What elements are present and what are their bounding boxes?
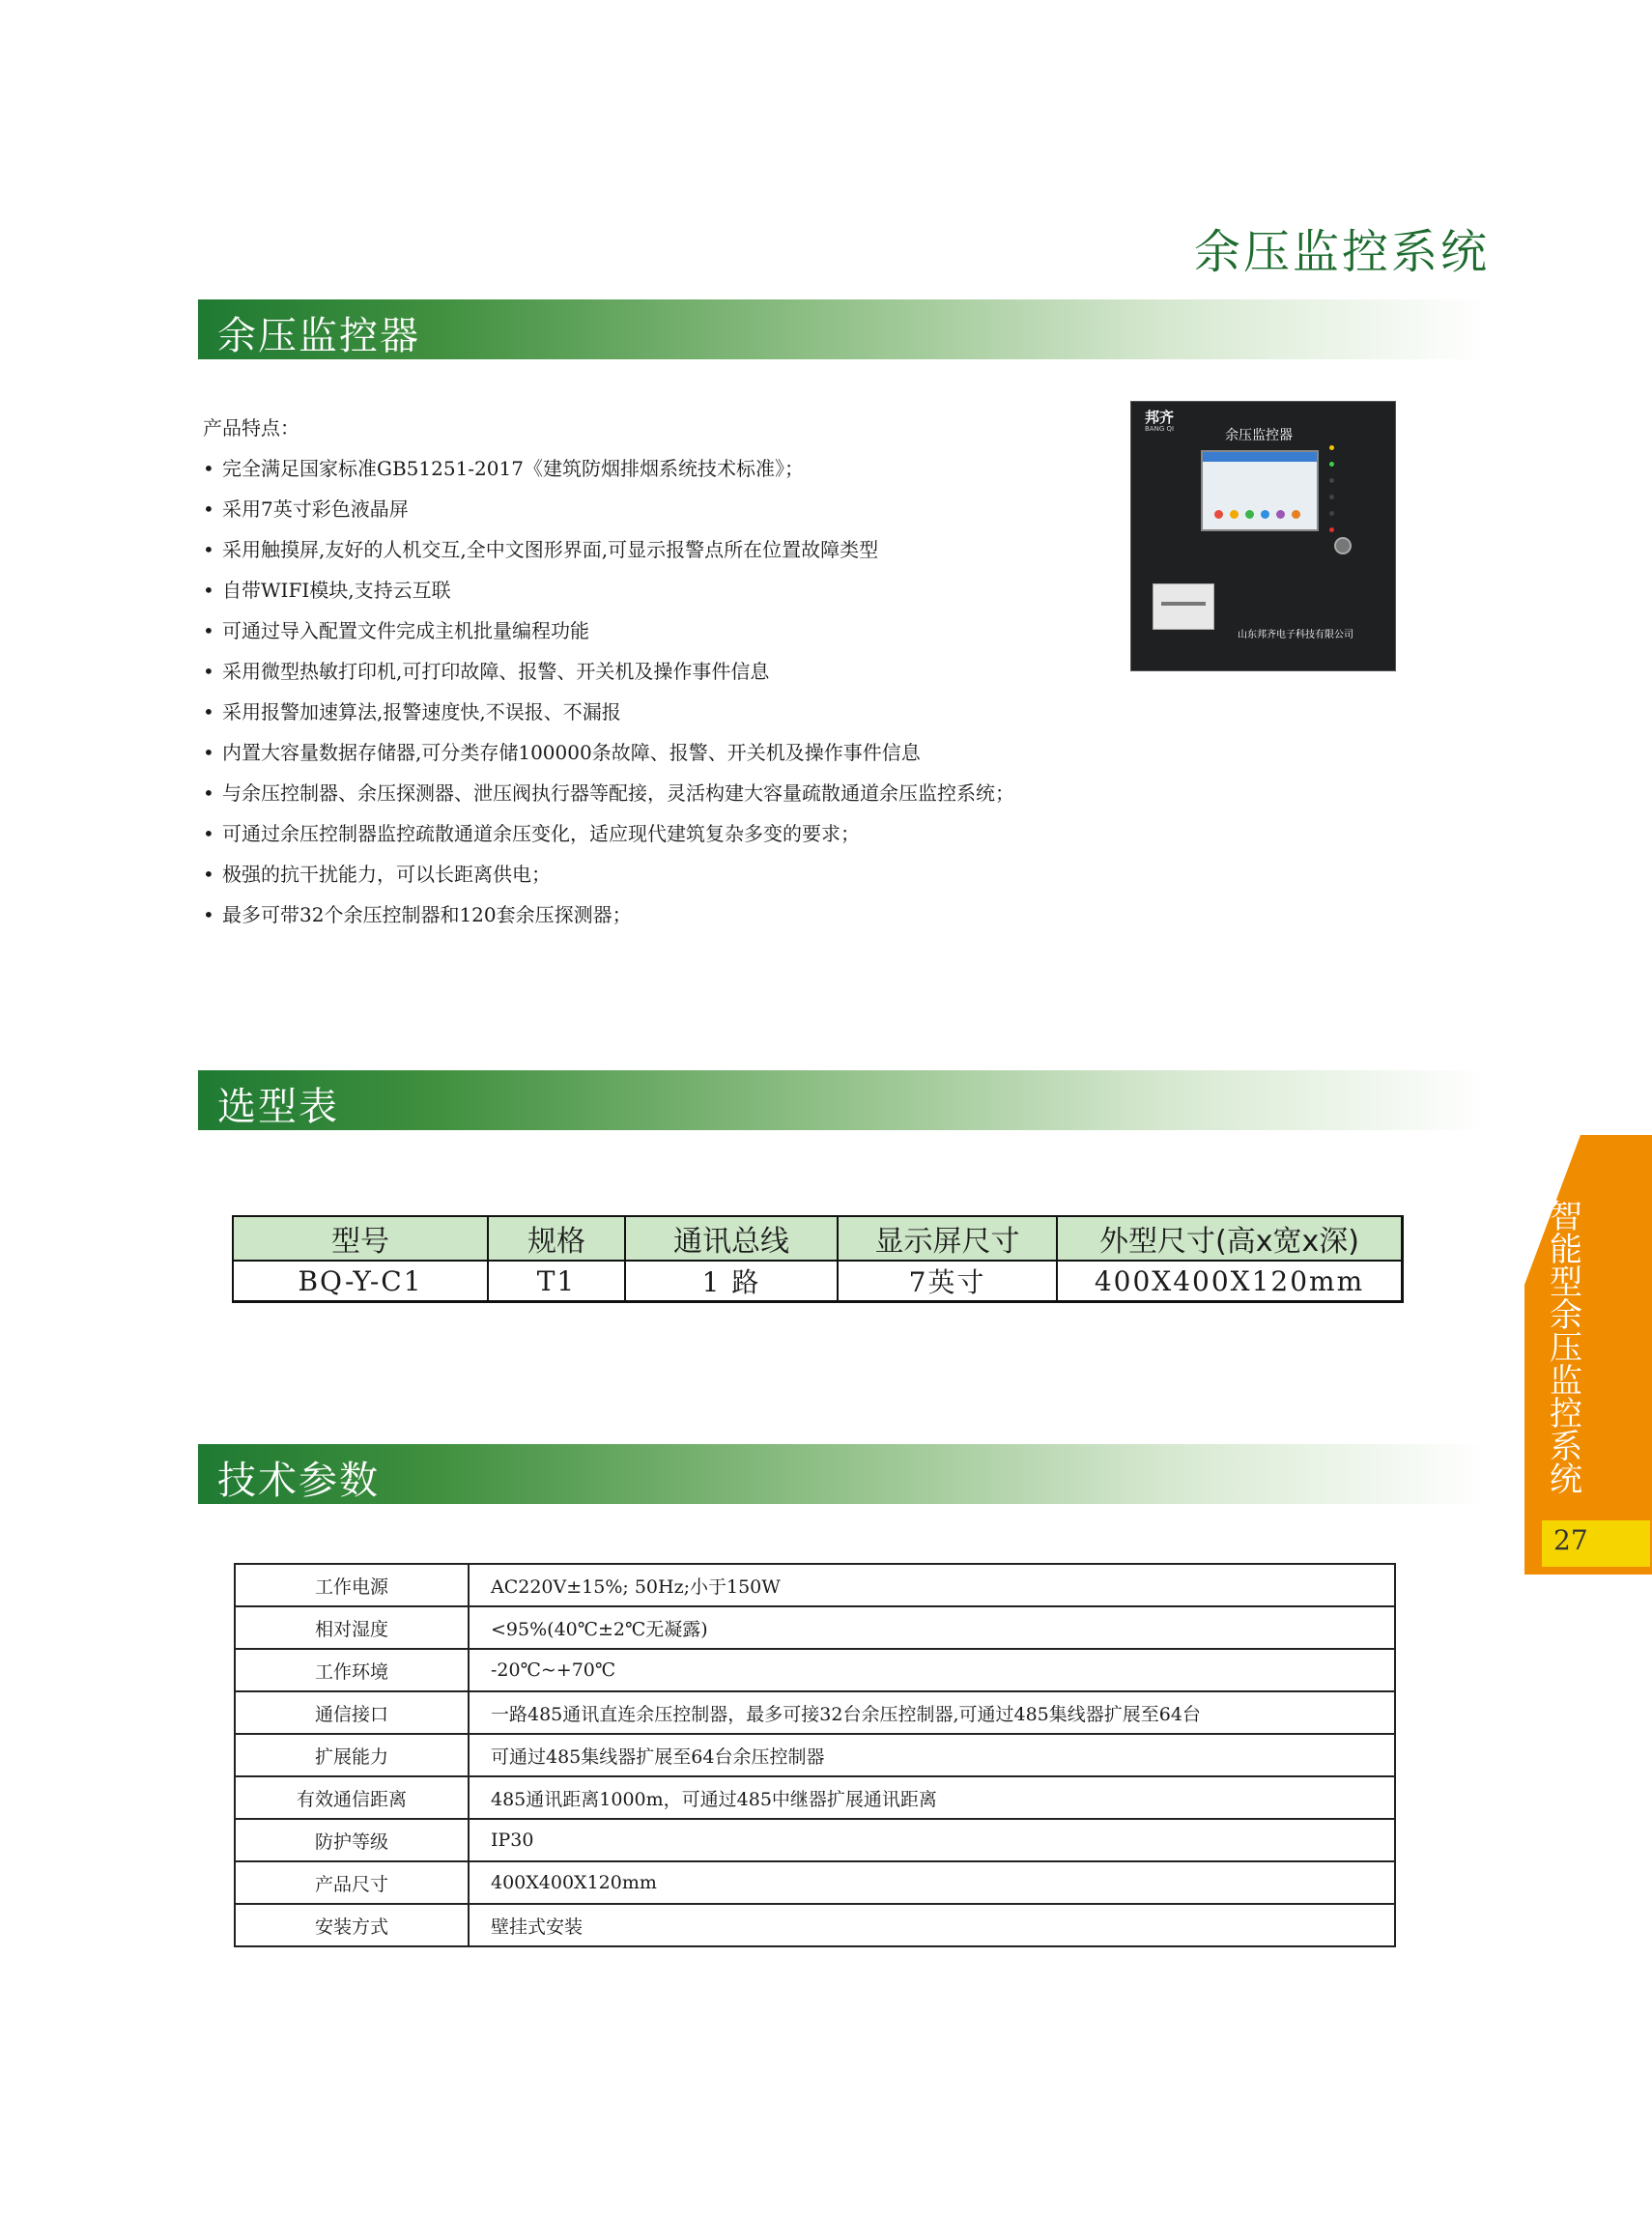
table-row: [235, 1819, 1395, 1861]
side-tab-text: 智能型余压监控系统: [1550, 1198, 1582, 1499]
printer-slot: [1153, 583, 1214, 630]
table-header-row: [233, 1216, 1403, 1261]
list-item: • 完全满足国家标准GB51251-2017《建筑防烟排烟系统技术标准》；: [203, 448, 1169, 489]
table-header-cell: 通讯总线: [625, 1216, 838, 1261]
led-indicator: [1329, 495, 1334, 499]
page-number-box: [1542, 1520, 1650, 1567]
list-item: • 可通过余压控制器监控疏散通道余压变化，适应现代建筑复杂多变的要求；: [203, 813, 1169, 854]
param-value: -20℃~+70℃: [469, 1649, 1395, 1691]
status-leds: [1329, 445, 1334, 544]
list-item: • 与余压控制器、余压探测器、泄压阀执行器等配接，灵活构建大容量疏散通道余压监控系统；: [203, 773, 1169, 813]
table-header-cell: 外型尺寸(高x宽x深): [1057, 1216, 1403, 1261]
screen-dot: [1245, 510, 1254, 519]
list-item: • 采用7英寸彩色液晶屏: [203, 489, 1169, 529]
param-key: 相对湿度: [235, 1606, 469, 1649]
param-key: 有效通信距离: [235, 1776, 469, 1819]
screen-dot: [1276, 510, 1285, 519]
param-key: 工作环境: [235, 1649, 469, 1691]
list-item: • 最多可带32个余压控制器和120套余压探测器；: [203, 894, 1169, 935]
table-row: [235, 1734, 1395, 1776]
table-row: [235, 1564, 1395, 1606]
table-cell: T1: [488, 1261, 625, 1302]
section-title: 技术参数: [217, 1459, 380, 1503]
table-cell: 7英寸: [838, 1261, 1057, 1302]
side-tab: [1524, 1135, 1652, 1575]
list-item: • 内置大容量数据存储器,可分类存储100000条故障、报警、开关机及操作事件信息: [203, 732, 1169, 773]
param-value: IP30: [469, 1819, 1395, 1861]
section-header-tech: [198, 1444, 1488, 1504]
section-header-product: [198, 299, 1488, 359]
features-title: 产品特点：: [203, 416, 299, 440]
table-header-cell: 型号: [233, 1216, 488, 1261]
table-cell: BQ-Y-C1: [233, 1261, 488, 1302]
table-row: [233, 1261, 1403, 1302]
list-item: • 可通过导入配置文件完成主机批量编程功能: [203, 610, 1169, 651]
param-key: 扩展能力: [235, 1734, 469, 1776]
led-indicator: [1329, 527, 1334, 532]
list-item: • 采用触摸屏,友好的人机交互,全中文图形界面,可显示报警点所在位置故障类型: [203, 529, 1169, 570]
param-key: 安装方式: [235, 1904, 469, 1946]
screen-header-bar: [1203, 452, 1317, 462]
table-row: [235, 1904, 1395, 1946]
section-title: 余压监控器: [217, 314, 420, 358]
device-title: 余压监控器: [1225, 428, 1293, 443]
list-item: • 极强的抗干扰能力，可以长距离供电；: [203, 854, 1169, 894]
table-header-cell: 规格: [488, 1216, 625, 1261]
param-key: 防护等级: [235, 1819, 469, 1861]
screen-dot: [1214, 510, 1223, 519]
page-title: 余压监控系统: [1193, 225, 1490, 279]
tech-table: [234, 1563, 1396, 1947]
param-value: 壁挂式安装: [469, 1904, 1395, 1946]
section-header-selection: [198, 1070, 1488, 1130]
table-row: [235, 1649, 1395, 1691]
param-value: <95%(40℃±2℃无凝露): [469, 1606, 1395, 1649]
list-item: • 采用报警加速算法,报警速度快,不误报、不漏报: [203, 692, 1169, 732]
device-brand-sub: BANG QI: [1145, 425, 1175, 433]
table-header-cell: 显示屏尺寸: [838, 1216, 1057, 1261]
device-brand: 邦齐: [1145, 409, 1175, 426]
param-value: AC220V±15%; 50Hz;小于150W: [469, 1564, 1395, 1606]
key-switch: [1334, 537, 1352, 554]
table-row: [235, 1606, 1395, 1649]
param-key: 通信接口: [235, 1691, 469, 1734]
table-cell: 400X400X120mm: [1057, 1261, 1403, 1302]
list-item: • 自带WIFI模块,支持云互联: [203, 570, 1169, 610]
device-company: 山东邦齐电子科技有限公司: [1238, 630, 1353, 640]
table-row: [235, 1776, 1395, 1819]
table-cell: 1 路: [625, 1261, 838, 1302]
screen-dot: [1261, 510, 1269, 519]
list-item: • 采用微型热敏打印机,可打印故障、报警、开关机及操作事件信息: [203, 651, 1169, 692]
selection-table: [232, 1215, 1404, 1303]
param-value: 可通过485集线器扩展至64台余压控制器: [469, 1734, 1395, 1776]
led-indicator: [1329, 462, 1334, 467]
led-indicator: [1329, 511, 1334, 516]
param-key: 产品尺寸: [235, 1861, 469, 1904]
led-indicator: [1329, 478, 1334, 483]
device-photo: [1130, 401, 1396, 671]
param-value: 485通讯距离1000m，可通过485中继器扩展通讯距离: [469, 1776, 1395, 1819]
screen-dot: [1292, 510, 1300, 519]
screen-dot: [1230, 510, 1239, 519]
page-number: 27: [1553, 1524, 1588, 1556]
param-key: 工作电源: [235, 1564, 469, 1606]
table-row: [235, 1861, 1395, 1904]
param-value: 一路485通讯直连余压控制器，最多可接32台余压控制器,可通过485集线器扩展至64台: [469, 1691, 1395, 1734]
features-list: [203, 408, 1169, 935]
section-title: 选型表: [217, 1085, 339, 1129]
led-indicator: [1329, 445, 1334, 450]
table-row: [235, 1691, 1395, 1734]
param-value: 400X400X120mm: [469, 1861, 1395, 1904]
device-screen: [1201, 450, 1319, 531]
